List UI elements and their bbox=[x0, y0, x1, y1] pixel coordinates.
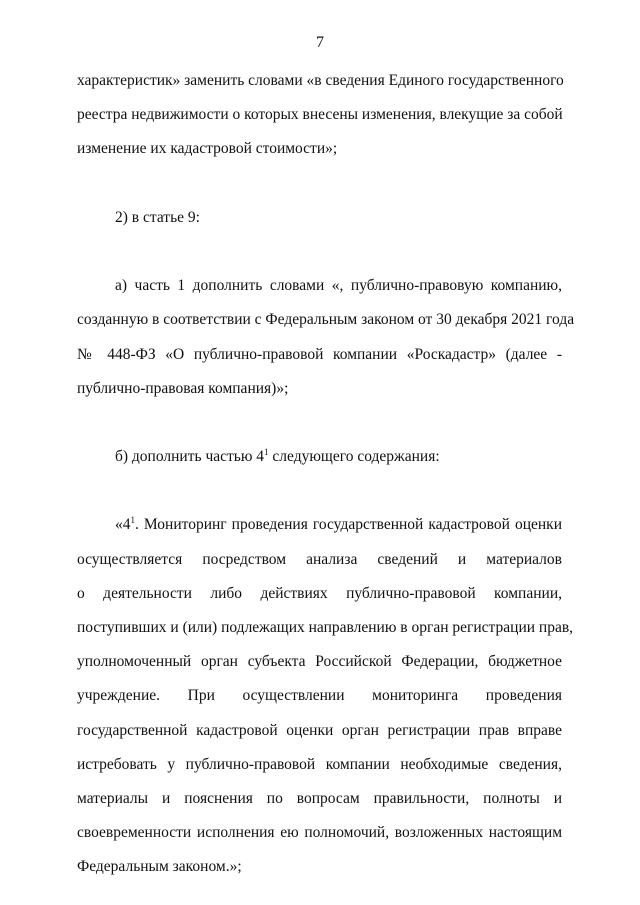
document-body bbox=[77, 64, 575, 885]
text-line: публично-правовая компания)»; bbox=[77, 379, 289, 397]
text-line: реестра недвижимости о которых внесены изменения, влекущие за собой bbox=[77, 106, 563, 124]
text-line: Федеральным законом.»; bbox=[77, 858, 242, 876]
text-line: материалы и пояснения по вопросам правильности, полноты и bbox=[77, 789, 562, 807]
paragraph-gap bbox=[77, 167, 562, 201]
page-number: 7 bbox=[316, 34, 324, 51]
text-fragment: б) дополнить частью 4 bbox=[115, 448, 265, 466]
text-line: уполномоченный орган субъекта Российской Федерации, бюджетное bbox=[77, 653, 562, 671]
paragraph-gap bbox=[77, 235, 562, 269]
text-line: № 448-ФЗ «О публично-правовой компании «Роскадастр» (далее - bbox=[77, 345, 562, 363]
text-line: своевременности исполнения ею полномочий, возложенных настоящим bbox=[77, 824, 562, 842]
text-line bbox=[77, 440, 562, 474]
text-fragment: «4 bbox=[115, 516, 131, 534]
text-line: учреждение. При осуществлении мониторинга проведения bbox=[77, 687, 562, 705]
text-line: изменение их кадастровой стоимости»; bbox=[77, 140, 338, 158]
text-line: поступивших и (или) подлежащих направлению в орган регистрации прав, bbox=[77, 619, 574, 636]
superscript: 1 bbox=[130, 515, 135, 526]
text-line: а) часть 1 дополнить словами «, публично-правовую компанию, bbox=[115, 277, 562, 295]
text-line: созданную в соответствии с Федеральным законом от 30 декабря 2021 года bbox=[77, 311, 575, 329]
text-fragment: . Мониторинг проведения государственной кадастровой оценки bbox=[135, 516, 562, 534]
text-line: истребовать у публично-правовой компании необходимые сведения, bbox=[77, 755, 562, 773]
text-fragment: следующего содержания: bbox=[268, 448, 440, 466]
paragraph-gap bbox=[77, 474, 562, 508]
text-line: государственной кадастровой оценки орган регистрации прав вправе bbox=[77, 721, 562, 739]
text-line: осуществляется посредством анализа сведений и материалов bbox=[77, 550, 562, 568]
text-line: о деятельности либо действиях публично-правовой компании, bbox=[77, 584, 562, 602]
paragraph-gap bbox=[77, 406, 562, 440]
text-line bbox=[77, 508, 562, 542]
text-line: характеристик» заменить словами «в сведения Единого государственного bbox=[77, 72, 564, 89]
text-line: 2) в статье 9: bbox=[115, 208, 200, 226]
superscript: 1 bbox=[264, 447, 269, 458]
